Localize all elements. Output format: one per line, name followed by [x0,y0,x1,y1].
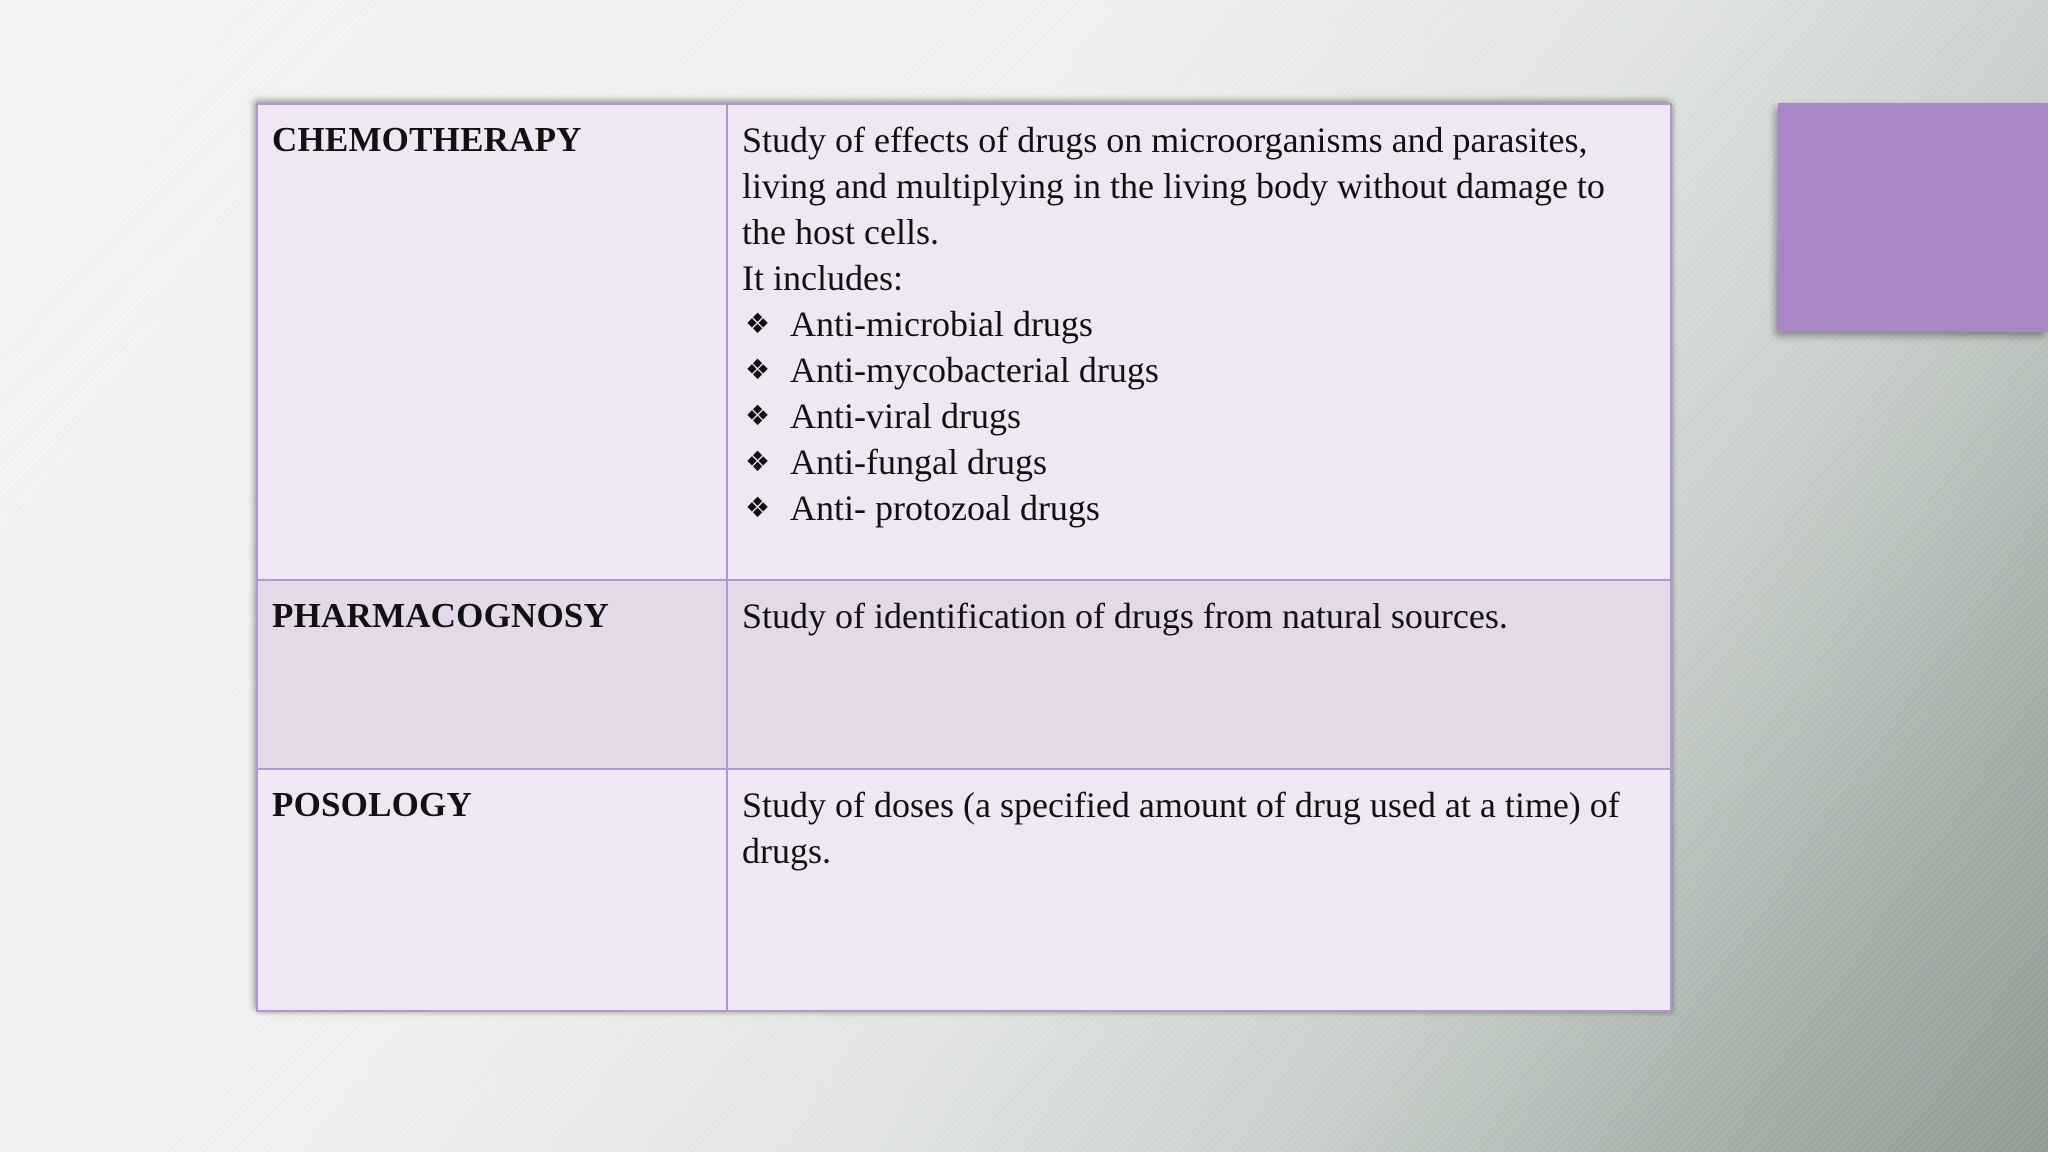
term-chemotherapy: CHEMOTHERAPY [272,120,582,159]
diamond-bullet-icon: ❖ [745,399,771,432]
list-item: ❖ Anti- protozoal drugs [742,485,1656,531]
definition-cell [727,580,1671,769]
list-item: ❖ Anti-fungal drugs [742,439,1656,485]
drug-class-list [742,301,1656,531]
definition-pharmacognosy: Study of identification of drugs from natural sources. [742,596,1508,636]
definition-chemotherapy: Study of effects of drugs on microorganisms and parasites, living and multiplying in the living body without damage to the host cells. [742,120,1605,252]
diamond-bullet-icon: ❖ [745,353,771,386]
definition-cell [727,769,1671,1011]
term-cell [257,769,727,1011]
term-cell [257,104,727,580]
diamond-bullet-icon: ❖ [745,445,771,478]
definition-cell [727,104,1671,580]
list-item: ❖ Anti-viral drugs [742,393,1656,439]
list-item: ❖ Anti-mycobacterial drugs [742,347,1656,393]
diamond-bullet-icon: ❖ [745,491,771,524]
table-row-chemotherapy [257,104,1671,580]
list-item: ❖ Anti-microbial drugs [742,301,1656,347]
accent-block [1778,103,2048,332]
term-pharmacognosy: PHARMACOGNOSY [272,596,610,635]
term-cell [257,580,727,769]
definition-posology: Study of doses (a specified amount of drug used at a time) of drugs. [742,785,1620,871]
table-row-posology [257,769,1671,1011]
term-posology: POSOLOGY [272,785,472,824]
table-row-pharmacognosy [257,580,1671,769]
definitions-table [256,103,1672,1012]
diamond-bullet-icon: ❖ [745,307,771,340]
includes-label: It includes: [742,258,903,298]
